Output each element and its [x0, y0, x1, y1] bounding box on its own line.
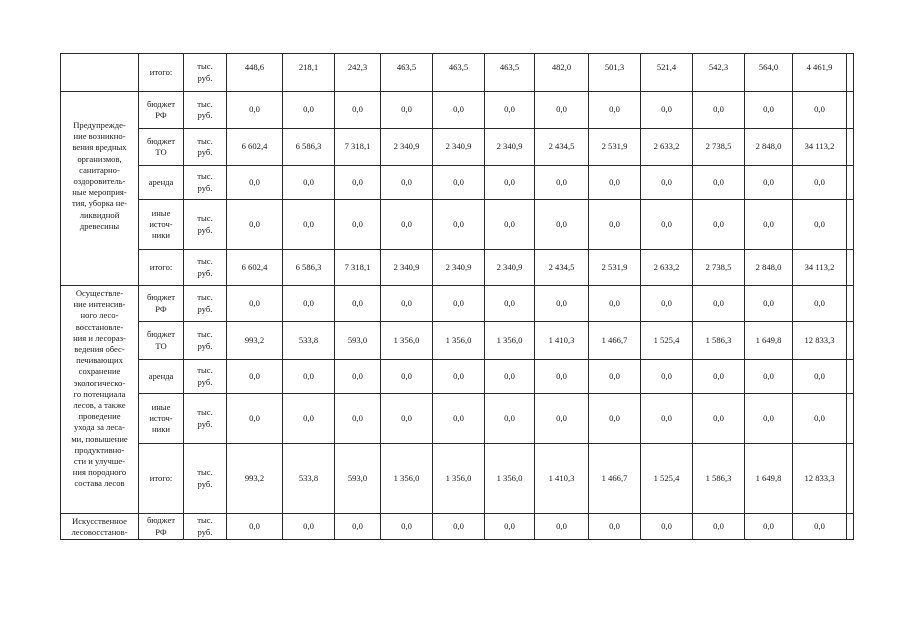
value-cell: 1 410,3 — [535, 444, 589, 514]
value-cell: 0,0 — [335, 166, 381, 200]
value-cell: 7 318,1 — [335, 250, 381, 286]
value-cell: 6 602,4 — [227, 250, 283, 286]
value-cell: 1 586,3 — [693, 444, 745, 514]
value-cell: 0,0 — [485, 360, 535, 394]
value-cell: 2 340,9 — [381, 250, 433, 286]
value-cell: 218,1 — [283, 54, 335, 92]
value-cell: 2 633,2 — [641, 250, 693, 286]
value-cell: 1 356,0 — [381, 444, 433, 514]
value-cell: 1 356,0 — [485, 444, 535, 514]
value-cell: 1 356,0 — [381, 322, 433, 360]
value-cell: 0,0 — [589, 200, 641, 250]
value-cell: 0,0 — [381, 514, 433, 540]
total-value-cell: 4 461,9 — [793, 54, 847, 92]
table-row — [61, 250, 854, 286]
funding-source-cell: иные источ- ники — [139, 394, 184, 444]
value-cell: 2 738,5 — [693, 129, 745, 166]
value-cell: 0,0 — [227, 286, 283, 322]
value-cell: 0,0 — [227, 394, 283, 444]
value-cell: 0,0 — [227, 360, 283, 394]
spacer-cell — [847, 129, 854, 166]
value-cell: 0,0 — [227, 514, 283, 540]
unit-cell: тыс. руб. — [184, 514, 227, 540]
value-cell: 0,0 — [283, 394, 335, 444]
value-cell: 0,0 — [535, 200, 589, 250]
value-cell: 0,0 — [535, 360, 589, 394]
table-row — [61, 54, 854, 92]
funding-source-cell: иные источ- ники — [139, 200, 184, 250]
total-value-cell: 0,0 — [793, 514, 847, 540]
value-cell: 0,0 — [589, 286, 641, 322]
value-cell: 2 340,9 — [433, 129, 485, 166]
value-cell: 0,0 — [335, 286, 381, 322]
unit-cell: тыс. руб. — [184, 444, 227, 514]
value-cell: 0,0 — [641, 360, 693, 394]
value-cell: 0,0 — [693, 514, 745, 540]
value-cell: 0,0 — [485, 394, 535, 444]
value-cell: 0,0 — [485, 166, 535, 200]
value-cell: 242,3 — [335, 54, 381, 92]
table-row — [61, 394, 854, 444]
value-cell: 2 434,5 — [535, 129, 589, 166]
spacer-cell — [847, 54, 854, 92]
value-cell: 0,0 — [745, 286, 793, 322]
value-cell: 0,0 — [745, 514, 793, 540]
spacer-cell — [847, 286, 854, 322]
value-cell: 542,3 — [693, 54, 745, 92]
table-body — [61, 54, 854, 540]
value-cell: 0,0 — [693, 166, 745, 200]
value-cell: 2 531,9 — [589, 129, 641, 166]
value-cell: 0,0 — [535, 286, 589, 322]
unit-cell: тыс. руб. — [184, 92, 227, 129]
budget-table — [60, 53, 854, 540]
value-cell: 6 602,4 — [227, 129, 283, 166]
value-cell: 1 586,3 — [693, 322, 745, 360]
value-cell: 0,0 — [433, 200, 485, 250]
value-cell: 1 410,3 — [535, 322, 589, 360]
value-cell: 0,0 — [535, 166, 589, 200]
value-cell: 1 525,4 — [641, 444, 693, 514]
value-cell: 0,0 — [283, 514, 335, 540]
value-cell: 0,0 — [283, 92, 335, 129]
value-cell: 521,4 — [641, 54, 693, 92]
value-cell: 0,0 — [641, 200, 693, 250]
total-value-cell: 0,0 — [793, 394, 847, 444]
value-cell: 2 738,5 — [693, 250, 745, 286]
value-cell: 0,0 — [433, 360, 485, 394]
unit-cell: тыс. руб. — [184, 286, 227, 322]
value-cell: 2 848,0 — [745, 129, 793, 166]
value-cell: 0,0 — [535, 514, 589, 540]
activity-cell: Осуществле- ние интенсив- ного лесо- восстановле- ния и лесораз- ведения обес- печивающих сохранение экологическо- го потенциала лесов, а также проведение ухода за леса- ми, повышение продуктивно- сти и улучше- ния породного состава лесов — [61, 286, 139, 514]
value-cell: 0,0 — [227, 92, 283, 129]
value-cell: 0,0 — [589, 514, 641, 540]
value-cell: 0,0 — [641, 514, 693, 540]
value-cell: 533,8 — [283, 322, 335, 360]
value-cell: 0,0 — [485, 200, 535, 250]
value-cell: 0,0 — [433, 394, 485, 444]
spacer-cell — [847, 92, 854, 129]
value-cell: 0,0 — [745, 360, 793, 394]
spacer-cell — [847, 394, 854, 444]
value-cell: 0,0 — [589, 166, 641, 200]
value-cell: 0,0 — [641, 92, 693, 129]
value-cell: 0,0 — [433, 286, 485, 322]
funding-source-cell: бюджет РФ — [139, 92, 184, 129]
value-cell: 0,0 — [693, 286, 745, 322]
value-cell: 0,0 — [693, 200, 745, 250]
value-cell: 0,0 — [745, 166, 793, 200]
funding-source-cell: аренда — [139, 360, 184, 394]
value-cell: 0,0 — [283, 200, 335, 250]
total-value-cell: 0,0 — [793, 200, 847, 250]
value-cell: 0,0 — [641, 286, 693, 322]
activity-cell: Предупрежде- ние возникно- вения вредных организмов, санитарно- оздоровитель- ные мероприя- тия, уборка не- ликвидной древесины — [61, 92, 139, 286]
total-value-cell: 0,0 — [793, 92, 847, 129]
value-cell: 0,0 — [381, 92, 433, 129]
spacer-cell — [847, 514, 854, 540]
funding-source-cell: аренда — [139, 166, 184, 200]
value-cell: 0,0 — [381, 394, 433, 444]
unit-cell: тыс. руб. — [184, 394, 227, 444]
value-cell: 0,0 — [433, 514, 485, 540]
value-cell: 593,0 — [335, 322, 381, 360]
spacer-cell — [847, 250, 854, 286]
value-cell: 482,0 — [535, 54, 589, 92]
value-cell: 0,0 — [745, 92, 793, 129]
funding-source-cell: бюджет РФ — [139, 286, 184, 322]
value-cell: 463,5 — [433, 54, 485, 92]
value-cell: 6 586,3 — [283, 129, 335, 166]
value-cell: 593,0 — [335, 444, 381, 514]
spacer-cell — [847, 322, 854, 360]
unit-cell: тыс. руб. — [184, 322, 227, 360]
value-cell: 993,2 — [227, 322, 283, 360]
total-value-cell: 0,0 — [793, 286, 847, 322]
total-value-cell: 12 833,3 — [793, 444, 847, 514]
value-cell: 0,0 — [641, 394, 693, 444]
value-cell: 0,0 — [433, 166, 485, 200]
spacer-cell — [847, 444, 854, 514]
activity-cell — [61, 54, 139, 92]
value-cell: 0,0 — [335, 360, 381, 394]
value-cell: 0,0 — [485, 514, 535, 540]
value-cell: 2 340,9 — [485, 250, 535, 286]
total-value-cell: 0,0 — [793, 166, 847, 200]
value-cell: 0,0 — [283, 286, 335, 322]
table-row — [61, 322, 854, 360]
value-cell: 0,0 — [381, 200, 433, 250]
table-row — [61, 166, 854, 200]
value-cell: 2 434,5 — [535, 250, 589, 286]
funding-source-cell: бюджет РФ — [139, 514, 184, 540]
spacer-cell — [847, 360, 854, 394]
value-cell: 0,0 — [381, 360, 433, 394]
value-cell: 0,0 — [381, 166, 433, 200]
value-cell: 0,0 — [283, 360, 335, 394]
value-cell: 0,0 — [433, 92, 485, 129]
value-cell: 1 356,0 — [433, 444, 485, 514]
unit-cell: тыс. руб. — [184, 54, 227, 92]
value-cell: 2 848,0 — [745, 250, 793, 286]
value-cell: 1 466,7 — [589, 322, 641, 360]
total-value-cell: 0,0 — [793, 360, 847, 394]
value-cell: 533,8 — [283, 444, 335, 514]
value-cell: 0,0 — [693, 360, 745, 394]
funding-source-cell: итого: — [139, 444, 184, 514]
value-cell: 0,0 — [589, 92, 641, 129]
value-cell: 463,5 — [485, 54, 535, 92]
value-cell: 0,0 — [745, 394, 793, 444]
value-cell: 1 466,7 — [589, 444, 641, 514]
value-cell: 0,0 — [589, 360, 641, 394]
value-cell: 1 356,0 — [433, 322, 485, 360]
unit-cell: тыс. руб. — [184, 200, 227, 250]
table-row — [61, 129, 854, 166]
total-value-cell: 12 833,3 — [793, 322, 847, 360]
funding-source-cell: итого: — [139, 250, 184, 286]
value-cell: 0,0 — [693, 92, 745, 129]
value-cell: 0,0 — [745, 200, 793, 250]
value-cell: 1 356,0 — [485, 322, 535, 360]
funding-source-cell: итого: — [139, 54, 184, 92]
unit-cell: тыс. руб. — [184, 166, 227, 200]
value-cell: 0,0 — [589, 394, 641, 444]
spacer-cell — [847, 166, 854, 200]
table-row — [61, 286, 854, 322]
table-row — [61, 200, 854, 250]
unit-cell: тыс. руб. — [184, 360, 227, 394]
value-cell: 0,0 — [693, 394, 745, 444]
value-cell: 2 340,9 — [485, 129, 535, 166]
spacer-cell — [847, 200, 854, 250]
value-cell: 463,5 — [381, 54, 433, 92]
value-cell: 0,0 — [485, 286, 535, 322]
value-cell: 1 525,4 — [641, 322, 693, 360]
value-cell: 0,0 — [335, 200, 381, 250]
value-cell: 1 649,8 — [745, 444, 793, 514]
table-row — [61, 514, 854, 540]
value-cell: 0,0 — [381, 286, 433, 322]
table-row — [61, 360, 854, 394]
total-value-cell: 34 113,2 — [793, 129, 847, 166]
value-cell: 2 340,9 — [381, 129, 433, 166]
value-cell: 2 340,9 — [433, 250, 485, 286]
value-cell: 0,0 — [335, 92, 381, 129]
value-cell: 0,0 — [641, 166, 693, 200]
funding-source-cell: бюджет ТО — [139, 322, 184, 360]
value-cell: 2 633,2 — [641, 129, 693, 166]
unit-cell: тыс. руб. — [184, 129, 227, 166]
value-cell: 0,0 — [227, 166, 283, 200]
value-cell: 448,6 — [227, 54, 283, 92]
value-cell: 0,0 — [535, 92, 589, 129]
value-cell: 0,0 — [335, 514, 381, 540]
total-value-cell: 34 113,2 — [793, 250, 847, 286]
value-cell: 1 649,8 — [745, 322, 793, 360]
table-row — [61, 92, 854, 129]
value-cell: 0,0 — [485, 92, 535, 129]
value-cell: 6 586,3 — [283, 250, 335, 286]
value-cell: 2 531,9 — [589, 250, 641, 286]
activity-cell: Искусственное лесовосстанов- — [61, 514, 139, 540]
value-cell: 564,0 — [745, 54, 793, 92]
value-cell: 0,0 — [535, 394, 589, 444]
value-cell: 7 318,1 — [335, 129, 381, 166]
value-cell: 0,0 — [335, 394, 381, 444]
value-cell: 993,2 — [227, 444, 283, 514]
value-cell: 0,0 — [283, 166, 335, 200]
value-cell: 501,3 — [589, 54, 641, 92]
table-row — [61, 444, 854, 514]
funding-source-cell: бюджет ТО — [139, 129, 184, 166]
value-cell: 0,0 — [227, 200, 283, 250]
unit-cell: тыс. руб. — [184, 250, 227, 286]
